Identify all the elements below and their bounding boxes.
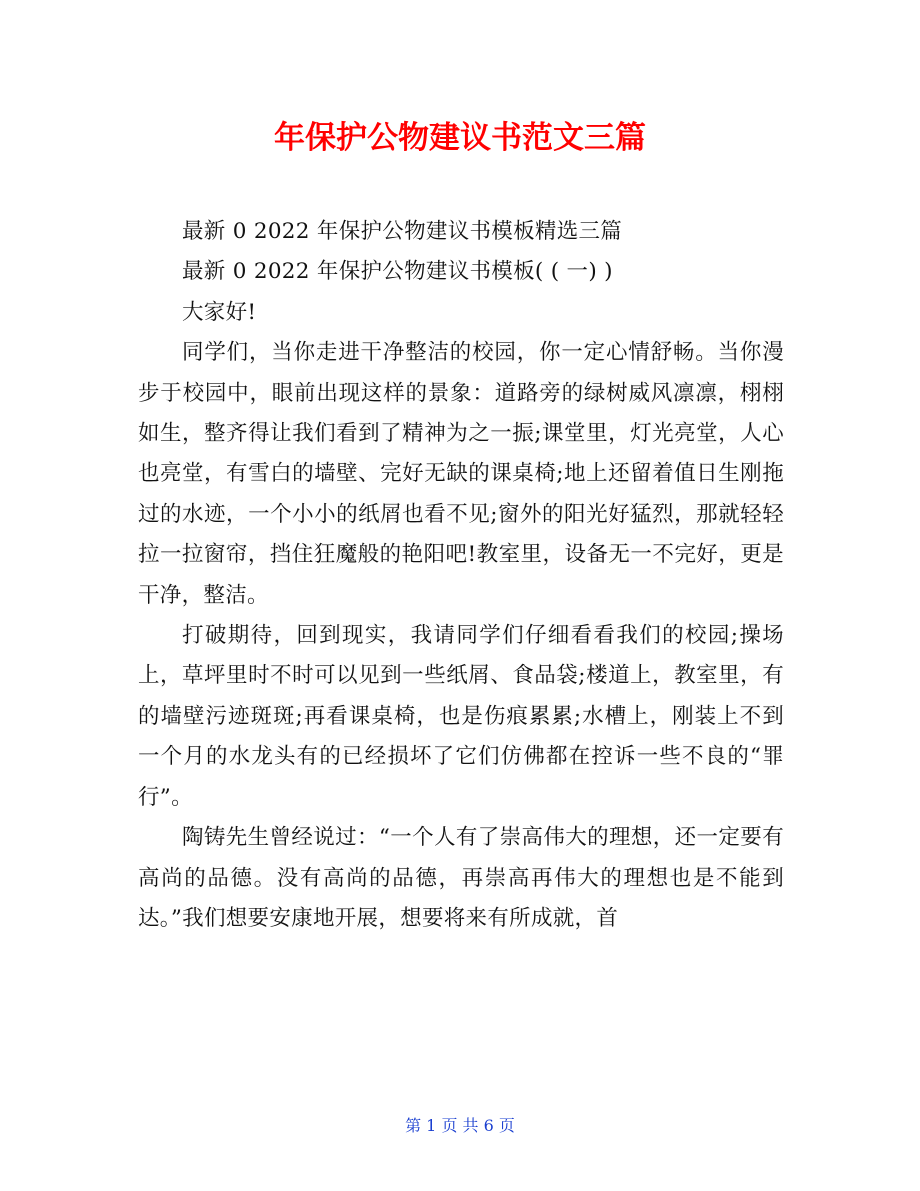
paragraph-body-2: 打破期待，回到现实，我请同学们仔细看看我们的校园;操场上，草坪里时不时可以见到一些纸屑、食品袋;楼道上，教室里，有的墙壁污迹斑斑;再看课桌椅，也是伤痕累累;水槽上，刚装上不到一个月的水龙头有的已经损坏了它们仿佛都在控诉一些不良的“罪行”。 xyxy=(138,623,784,810)
page-footer: 第 1 页 共 6 页 xyxy=(405,1116,515,1135)
paragraph-greeting: 大家好! xyxy=(182,299,257,325)
document-body xyxy=(138,212,784,939)
paragraph-body-3: 陶铸先生曾经说过：“一个人有了崇高伟大的理想，还一定要有高尚的品德。没有高尚的品德，再崇高再伟大的理想也是不能到达。”我们想要安康地开展，想要将来有所成就，首 xyxy=(138,825,784,931)
document-title: 年保护公物建议书范文三篇 xyxy=(274,120,646,156)
paragraph-heading-1: 最新 0 2022 年保护公物建议书模板精选三篇 xyxy=(182,219,623,244)
paragraph-body-1: 同学们，当你走进干净整洁的校园，你一定心情舒畅。当你漫步于校园中，眼前出现这样的景象：道路旁的绿树威风凛凛，栩栩如生，整齐得让我们看到了精神为之一振;课堂里，灯光亮堂，人心也亮堂，有雪白的墙壁、完好无缺的课桌椅;地上还留着值日生刚拖过的水迹，一个小小的纸屑也看不见;窗外的阳光好猛烈，那就轻轻拉一拉窗帘，挡住狂魔般的艳阳吧!教室里，设备无一不完好，更是干净，整洁。 xyxy=(138,340,784,608)
paragraph-heading-2: 最新 0 2022 年保护公物建议书模板( ( 一) ) xyxy=(182,259,613,285)
